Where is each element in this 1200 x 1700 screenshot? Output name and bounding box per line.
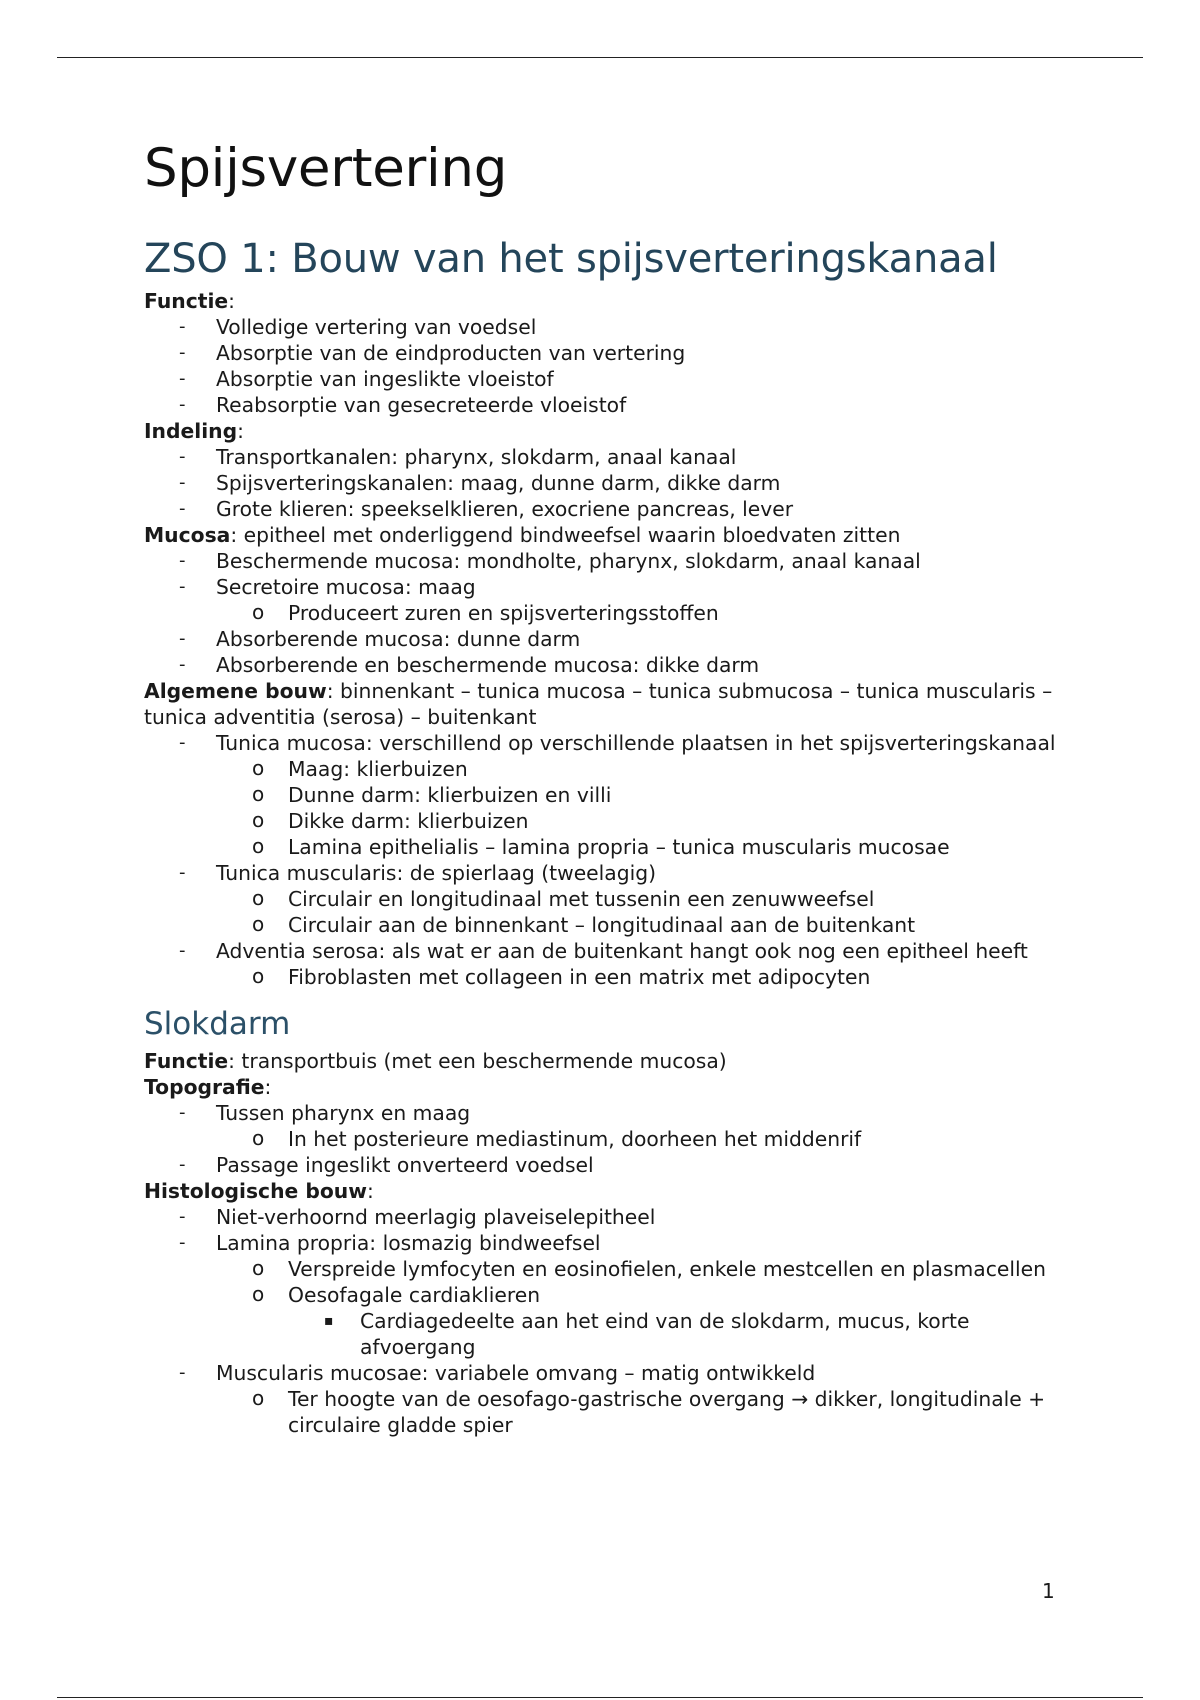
- list-item: - Spijsverteringskanalen: maag, dunne darm, dikke darm: [179, 471, 781, 495]
- algemene-bouw-paragraph: Algemene bouw: binnenkant – tunica mucosa – tunica submucosa – tunica muscularis – tunica adventitia (serosa) – buitenkant: [144, 679, 1053, 729]
- list-item: o Lamina epithelialis – lamina propria – tunica muscularis mucosae: [252, 834, 950, 859]
- indeling-label-line: Indeling:: [144, 419, 244, 443]
- list-item: o Dikke darm: klierbuizen: [252, 808, 529, 833]
- list-item: - Tussen pharynx en maag: [179, 1101, 471, 1125]
- list-item: - Reabsorptie van gesecreteerde vloeistof: [179, 393, 627, 417]
- list-item: - Absorberende mucosa: dunne darm: [179, 627, 581, 651]
- list-item: - Grote klieren: speekselklieren, exocriene pancreas, lever: [179, 497, 794, 521]
- document-title: Spijsvertering: [144, 138, 508, 199]
- topografie-label-line: Topografie:: [144, 1075, 272, 1099]
- list-item: o Verspreide lymfocyten en eosinofielen, enkele mestcellen en plasmacellen: [252, 1256, 1046, 1281]
- section-heading-zso1: ZSO 1: Bouw van het spijsverteringskanaal: [144, 236, 998, 282]
- page-number: 1: [1042, 1579, 1055, 1603]
- list-item: - Transportkanalen: pharynx, slokdarm, anaal kanaal: [179, 445, 737, 469]
- list-item: - Absorptie van de eindproducten van vertering: [179, 341, 686, 365]
- header-rule: [57, 57, 1143, 58]
- list-item: o Oesofagale cardiaklieren: [252, 1282, 541, 1307]
- list-item: o Fibroblasten met collageen in een matrix met adipocyten: [252, 964, 871, 989]
- list-item: - Secretoire mucosa: maag: [179, 575, 476, 599]
- mucosa-paragraph: Mucosa: epitheel met onderliggend bindweefsel waarin bloedvaten zitten: [144, 523, 901, 547]
- list-item: - Beschermende mucosa: mondholte, pharynx, slokdarm, anaal kanaal: [179, 549, 921, 573]
- list-item: - Volledige vertering van voedsel: [179, 315, 537, 339]
- list-item: o Dunne darm: klierbuizen en villi: [252, 782, 612, 807]
- list-item: - Absorberende en beschermende mucosa: dikke darm: [179, 653, 760, 677]
- list-item: o Produceert zuren en spijsverteringsstoffen: [252, 600, 719, 625]
- histologische-bouw-label-line: Histologische bouw:: [144, 1179, 374, 1203]
- slokdarm-functie-paragraph: Functie: transportbuis (met een beschermende mucosa): [144, 1049, 727, 1073]
- list-item: - Lamina propria: losmazig bindweefsel: [179, 1231, 601, 1255]
- list-item: o Circulair en longitudinaal met tussenin een zenuwweefsel: [252, 886, 875, 911]
- algemene-bouw-label: Algemene bouw: [144, 679, 327, 703]
- document-page: [144, 138, 1064, 1438]
- functie-label-line: Functie:: [144, 289, 235, 313]
- histologische-bouw-label: Histologische bouw: [144, 1179, 367, 1203]
- list-item: o Circulair aan de binnenkant – longitudinaal aan de buitenkant: [252, 912, 916, 937]
- list-item: ▪ Cardiagedeelte aan het eind van de slokdarm, mucus, korte afvoergang: [324, 1309, 970, 1359]
- section-heading-slokdarm: Slokdarm: [144, 1006, 291, 1042]
- list-item: - Absorptie van ingeslikte vloeistof: [179, 367, 554, 391]
- list-item: - Tunica mucosa: verschillend op verschillende plaatsen in het spijsverteringskanaal: [179, 731, 1056, 755]
- list-item: o Maag: klierbuizen: [252, 756, 468, 781]
- topografie-label: Topografie: [144, 1075, 265, 1099]
- list-item: - Muscularis mucosae: variabele omvang – matig ontwikkeld: [179, 1361, 816, 1385]
- slokdarm-functie-label: Functie: [144, 1049, 229, 1073]
- indeling-label: Indeling: [144, 419, 238, 443]
- list-item: - Passage ingeslikt onverteerd voedsel: [179, 1153, 594, 1177]
- list-item: o Ter hoogte van de oesofago-gastrische overgang → dikker, longitudinale + circulaire gladde spier: [252, 1386, 1046, 1437]
- list-item: - Tunica muscularis: de spierlaag (tweelagig): [179, 861, 657, 885]
- list-item: - Adventia serosa: als wat er aan de buitenkant hangt ook nog een epitheel heeft: [179, 939, 1028, 963]
- list-item: - Niet-verhoornd meerlagig plaveiselepitheel: [179, 1205, 656, 1229]
- functie-label: Functie: [144, 289, 229, 313]
- footer-rule: [57, 1697, 1143, 1698]
- mucosa-label: Mucosa: [144, 523, 231, 547]
- list-item: o In het posterieure mediastinum, doorheen het middenrif: [252, 1126, 862, 1151]
